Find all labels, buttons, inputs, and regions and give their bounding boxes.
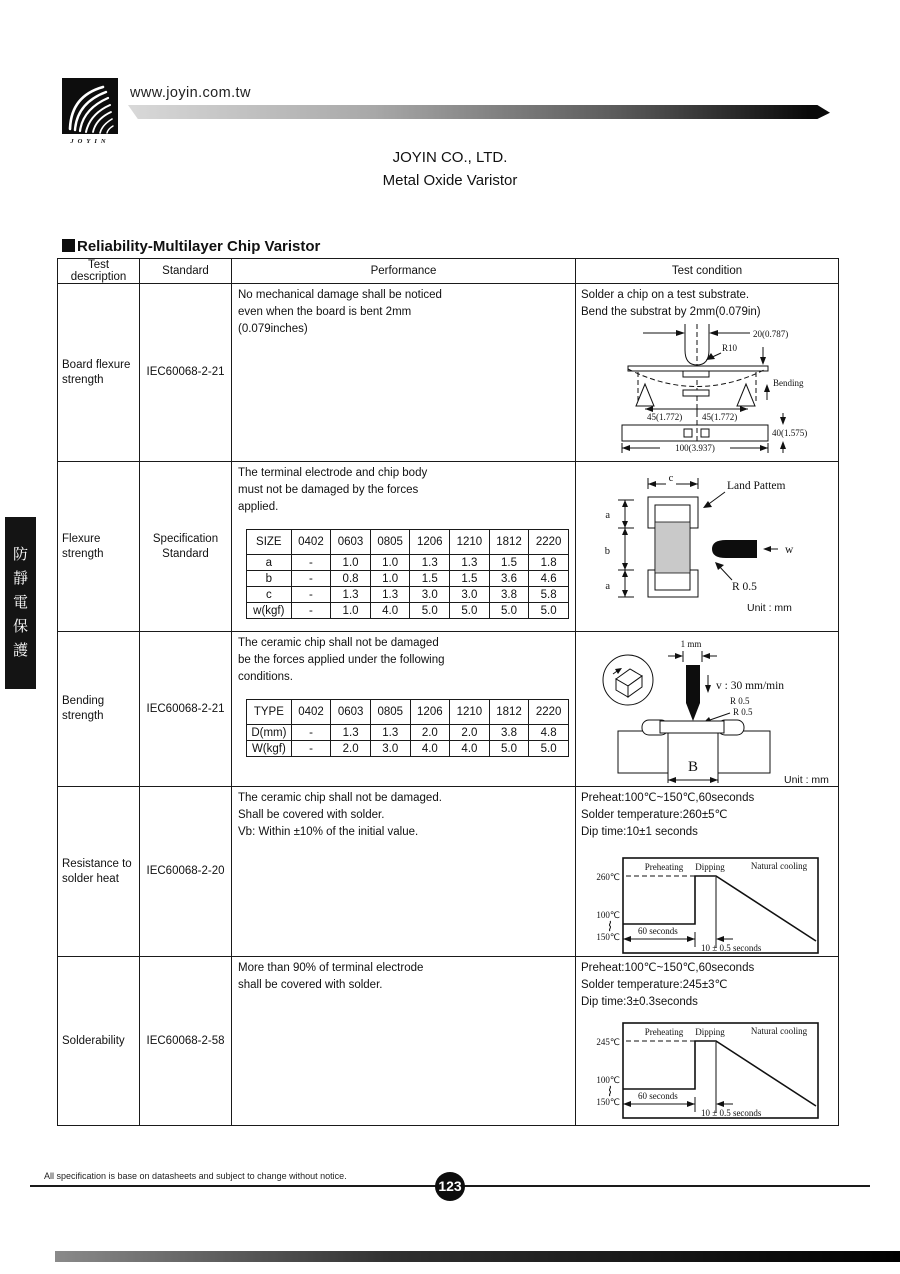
type-spec-table xyxy=(238,699,569,757)
spec-row xyxy=(247,571,569,587)
condition-text xyxy=(581,790,833,841)
spec-cell: 1.5 xyxy=(450,571,490,587)
standard: IEC60068-2-21 xyxy=(140,284,232,462)
spec-inner-table xyxy=(246,699,569,757)
spec-cell: 3.6 xyxy=(489,571,529,587)
performance-text xyxy=(238,287,569,338)
substrate-width-label: 100(3.937) xyxy=(675,443,715,453)
page-number-badge: 123 xyxy=(435,1172,465,1201)
spec-cell: 4.0 xyxy=(450,741,490,757)
text-line: More than 90% of terminal electrode xyxy=(238,962,424,974)
spec-cell: - xyxy=(291,555,331,571)
dip-time-label: 10 ± 0.5 seconds xyxy=(701,943,762,953)
land-pattern-diagram xyxy=(580,470,836,620)
text-line: Solder a chip on a test substrate. xyxy=(581,289,750,301)
text-line: The ceramic chip shall not be damaged. xyxy=(238,792,442,804)
temp-150-label: 150℃ xyxy=(596,1097,620,1107)
spec-cell: 5.0 xyxy=(529,603,569,619)
footer-disclaimer: All specification is base on datasheets and subject to change without notice. xyxy=(44,1171,347,1181)
col-header-standard: Standard xyxy=(140,259,232,284)
spec-cell: 3.8 xyxy=(489,725,529,741)
solderability-profile-graph xyxy=(576,1020,839,1124)
spec-row xyxy=(247,725,569,741)
text-line: shall be covered with solder. xyxy=(238,979,383,991)
spec-cell: 3.0 xyxy=(370,741,410,757)
radius-label-1: R 0.5 xyxy=(730,696,750,706)
spec-cell: 5.8 xyxy=(529,587,569,603)
spec-header-cell: 1812 xyxy=(489,530,529,555)
spec-cell: 1.0 xyxy=(331,555,371,571)
range-squiggle xyxy=(609,921,610,931)
condition-text xyxy=(581,287,833,321)
phase-dipping-label: Dipping xyxy=(695,862,725,872)
text-line: must not be damaged by the forces xyxy=(238,484,419,496)
range-squiggle xyxy=(609,1086,610,1096)
standard: Specification Standard xyxy=(140,462,232,632)
temp-150-label: 150℃ xyxy=(596,932,620,942)
performance-text xyxy=(238,635,569,686)
bending-strength-diagram xyxy=(580,635,836,785)
phase-cooling-label: Natural cooling xyxy=(750,861,808,871)
spec-cell: 3.8 xyxy=(489,587,529,603)
bending-label: Bending xyxy=(773,378,804,388)
spec-row xyxy=(247,741,569,757)
spec-cell: 1.3 xyxy=(370,587,410,603)
dim-a1-label: a xyxy=(605,510,610,521)
header-gradient-bar xyxy=(128,105,830,119)
text-line: Preheat:100℃~150℃,60seconds xyxy=(581,792,755,804)
phase-cooling-label: Natural cooling xyxy=(750,1026,808,1036)
standard: IEC60068-2-58 xyxy=(140,957,232,1126)
spec-cell: D(mm) xyxy=(247,725,292,741)
section-title xyxy=(62,238,320,255)
spec-cell: 1.3 xyxy=(331,587,371,603)
spec-cell: 1.3 xyxy=(331,725,371,741)
text-line: Shall be covered with solder. xyxy=(238,809,385,821)
spec-header-cell: 0805 xyxy=(370,700,410,725)
standard: IEC60068-2-21 xyxy=(140,632,232,787)
spec-cell: 4.8 xyxy=(529,725,569,741)
section-bullet-icon xyxy=(62,239,75,252)
spec-cell: 3.0 xyxy=(410,587,450,603)
spec-cell: 5.0 xyxy=(410,603,450,619)
spec-cell: c xyxy=(247,587,292,603)
unit-label: Unit : mm xyxy=(784,774,829,786)
spec-header-cell: 0603 xyxy=(331,700,371,725)
temp-100-label: 100℃ xyxy=(596,1075,620,1085)
phase-preheating-label: Preheating xyxy=(644,1027,684,1037)
spec-cell: W(kgf) xyxy=(247,741,292,757)
dim-a2-label: a xyxy=(605,581,610,592)
spec-header-cell: 1812 xyxy=(489,700,529,725)
pusher-radius-label: R 0.5 xyxy=(732,581,757,593)
spec-cell: - xyxy=(291,725,331,741)
spec-cell: 1.3 xyxy=(410,555,450,571)
spec-cell: 5.0 xyxy=(489,741,529,757)
spec-cell: - xyxy=(291,587,331,603)
joyin-logo xyxy=(62,78,118,134)
text-line: Bend the substrat by 2mm(0.079in) xyxy=(581,306,761,318)
spec-header-cell: 1206 xyxy=(410,530,450,555)
side-tab-esd-protection: 防靜電保護 xyxy=(5,517,36,689)
text-line: applied. xyxy=(238,501,279,513)
spec-header-cell: 0402 xyxy=(291,700,331,725)
spec-cell: - xyxy=(291,603,331,619)
land-pattern-label: Land Pattem xyxy=(727,480,786,492)
span-left-label: 45(1.772) xyxy=(647,412,683,422)
spec-cell: 0.8 xyxy=(331,571,371,587)
board-flexure-diagram xyxy=(580,320,836,458)
dim-c-label: c xyxy=(668,473,674,484)
text-line: No mechanical damage shall be noticed xyxy=(238,289,442,301)
spec-cell: - xyxy=(291,741,331,757)
text-line: Solder temperature:260±5℃ xyxy=(581,809,728,821)
spec-cell: 1.3 xyxy=(370,725,410,741)
spec-cell: - xyxy=(291,571,331,587)
probe-width-label: 1 mm xyxy=(680,639,702,649)
radius-label-2: R 0.5 xyxy=(733,707,753,717)
spec-cell: b xyxy=(247,571,292,587)
substrate-height-label: 40(1.575) xyxy=(772,428,808,438)
spec-cell: 2.0 xyxy=(410,725,450,741)
test-description: Bending strength xyxy=(58,632,140,787)
spec-header-cell: 1210 xyxy=(450,530,490,555)
preheat-time-label: 60 seconds xyxy=(638,1091,678,1101)
text-line: Preheat:100℃~150℃,60seconds xyxy=(581,962,755,974)
standard: IEC60068-2-20 xyxy=(140,787,232,957)
product-title: Metal Oxide Varistor xyxy=(382,172,518,189)
section-title-text: Reliability-Multilayer Chip Varistor xyxy=(77,238,321,255)
condition-text xyxy=(581,960,833,1011)
text-line: Dip time:10±1 seconds xyxy=(581,826,698,838)
text-line: (0.079inches) xyxy=(238,323,308,335)
spec-cell: 1.8 xyxy=(529,555,569,571)
spec-row xyxy=(247,603,569,619)
logo-wordmark: JOYIN xyxy=(70,138,110,145)
spec-cell: 1.3 xyxy=(450,555,490,571)
tool-width-label: 20(0.787) xyxy=(753,329,789,339)
test-description: Board flexure strength xyxy=(58,284,140,462)
preheat-time-label: 60 seconds xyxy=(638,926,678,936)
phase-dipping-label: Dipping xyxy=(695,1027,725,1037)
spec-cell: 2.0 xyxy=(450,725,490,741)
text-line: even when the board is bent 2mm xyxy=(238,306,412,318)
test-description: Resistance to solder heat xyxy=(58,787,140,957)
test-description: Solderability xyxy=(58,957,140,1126)
text-line: Vb: Within ±10% of the initial value. xyxy=(238,826,419,838)
table-row xyxy=(58,462,839,632)
temp-peak-label: 260℃ xyxy=(596,872,620,882)
text-line: conditions. xyxy=(238,671,293,683)
text-line: be the forces applied under the following xyxy=(238,654,445,666)
spec-cell: 1.5 xyxy=(489,555,529,571)
spec-cell: 5.0 xyxy=(529,741,569,757)
spec-header-cell: 2220 xyxy=(529,700,569,725)
spec-header-cell: 0402 xyxy=(291,530,331,555)
spec-cell: 2.0 xyxy=(331,741,371,757)
spec-header-cell: 1206 xyxy=(410,700,450,725)
unit-label: Unit : mm xyxy=(747,602,792,614)
spec-cell: 4.6 xyxy=(529,571,569,587)
spec-cell: 1.0 xyxy=(331,603,371,619)
spec-cell: 1.5 xyxy=(410,571,450,587)
website-url: www.joyin.com.tw xyxy=(130,85,251,101)
table-row xyxy=(58,284,839,462)
spec-cell: 3.0 xyxy=(450,587,490,603)
text-line: Solder temperature:245±3℃ xyxy=(581,979,728,991)
spec-header-cell: 1210 xyxy=(450,700,490,725)
temp-peak-label: 245℃ xyxy=(596,1037,620,1047)
phase-preheating-label: Preheating xyxy=(644,862,684,872)
bottom-gradient-bar xyxy=(55,1251,900,1262)
text-line: The ceramic chip shall not be damaged xyxy=(238,637,439,649)
dim-b-label: b xyxy=(604,546,610,557)
spec-cell: 4.0 xyxy=(370,603,410,619)
spec-header-cell: 0603 xyxy=(331,530,371,555)
spec-row xyxy=(247,555,569,571)
pusher-w-label: w xyxy=(785,544,794,556)
spec-header-cell: TYPE xyxy=(247,700,292,725)
text-line: Dip time:3±0.3seconds xyxy=(581,996,698,1008)
spec-cell: 5.0 xyxy=(489,603,529,619)
table-row xyxy=(58,957,839,1126)
table-row xyxy=(58,632,839,787)
performance-text xyxy=(238,960,569,994)
text-line: The terminal electrode and chip body xyxy=(238,467,428,479)
temp-100-label: 100℃ xyxy=(596,910,620,920)
spec-row xyxy=(247,587,569,603)
spec-cell: 5.0 xyxy=(450,603,490,619)
spec-cell: w(kgf) xyxy=(247,603,292,619)
col-header-performance: Performance xyxy=(232,259,576,284)
col-header-test-condition: Test condition xyxy=(576,259,839,284)
span-b-label: B xyxy=(687,759,699,775)
reliability-table xyxy=(57,258,839,1126)
probe-speed-label: v : 30 mm/min xyxy=(716,680,785,692)
spec-header-cell: 0805 xyxy=(370,530,410,555)
col-header-test-description: Test description xyxy=(58,259,140,284)
span-right-label: 45(1.772) xyxy=(702,412,738,422)
spec-header-cell: SIZE xyxy=(247,530,292,555)
spec-cell: 4.0 xyxy=(410,741,450,757)
spec-header-cell: 2220 xyxy=(529,530,569,555)
logo-swirl-icon xyxy=(62,78,118,134)
performance-text xyxy=(238,465,569,516)
size-spec-table xyxy=(238,529,569,619)
table-row xyxy=(58,787,839,957)
performance-text xyxy=(238,790,569,841)
test-description: Flexure strength xyxy=(58,462,140,632)
spec-cell: a xyxy=(247,555,292,571)
spec-inner-table xyxy=(246,529,569,619)
tool-radius-label: R10 xyxy=(722,343,738,353)
company-title: JOYIN CO., LTD. xyxy=(392,149,508,166)
solder-heat-profile-graph xyxy=(576,855,839,959)
spec-cell: 1.0 xyxy=(370,571,410,587)
dip-time-label: 10 ± 0.5 seconds xyxy=(701,1108,762,1118)
spec-cell: 1.0 xyxy=(370,555,410,571)
